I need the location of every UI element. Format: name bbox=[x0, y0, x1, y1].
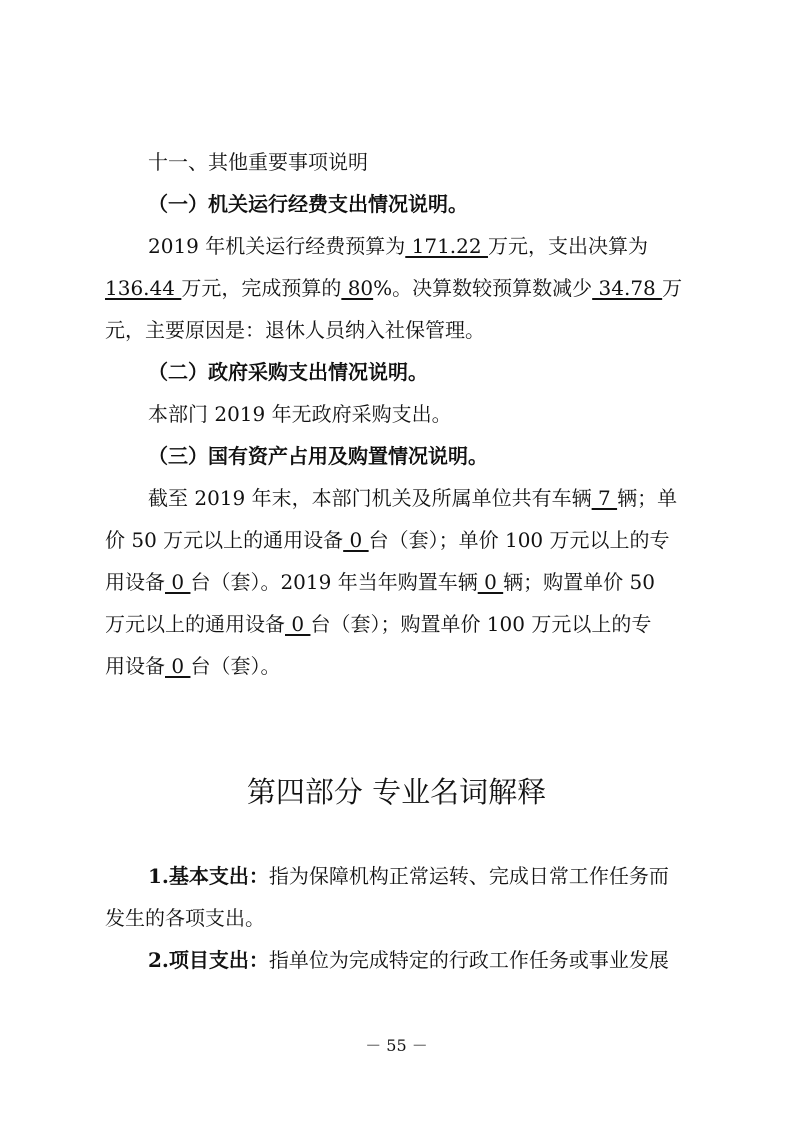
text-span: 台（套）。 bbox=[190, 654, 281, 678]
paragraph-3-line-5 bbox=[105, 652, 695, 680]
term-label: 2.项目支出： bbox=[148, 948, 269, 972]
special-equipment-count: 0 bbox=[165, 570, 191, 594]
text-span: 万元，完成预算的 bbox=[181, 276, 342, 300]
paragraph-3-line-1 bbox=[148, 484, 738, 512]
paragraph-1-line-1 bbox=[148, 232, 738, 260]
text-span: 辆；单 bbox=[617, 486, 678, 510]
actual-value: 136.44 bbox=[105, 276, 182, 300]
text-span: 用设备 bbox=[105, 654, 165, 678]
text-span: 万元以上的通用设备 bbox=[105, 612, 285, 636]
term-2-line-1 bbox=[148, 946, 738, 974]
term-label: 1.基本支出： bbox=[148, 864, 269, 888]
paragraph-1-line-3: 元，主要原因是：退休人员纳入社保管理。 bbox=[105, 318, 485, 342]
section-title: 十一、其他重要事项说明 bbox=[148, 150, 368, 174]
text-span: 辆；购置单价 50 bbox=[503, 570, 655, 594]
term-definition: 指单位为完成特定的行政工作任务或事业发展 bbox=[268, 948, 669, 972]
text-span: 台（套）；单价 100 万元以上的专 bbox=[368, 528, 670, 552]
paragraph-3-line-3 bbox=[105, 568, 695, 596]
part-4-title: 第四部分 专业名词解释 bbox=[246, 775, 547, 809]
paragraph-3-line-2 bbox=[105, 526, 695, 554]
purchased-special-equipment-count: 0 bbox=[165, 654, 191, 678]
subsection-3-title: （三）国有资产占用及购置情况说明。 bbox=[148, 444, 488, 468]
paragraph-3-line-4 bbox=[105, 610, 695, 638]
term-definition: 指为保障机构正常运转、完成日常工作任务而 bbox=[268, 864, 669, 888]
text-span: 2019 年机关运行经费预算为 bbox=[148, 234, 406, 258]
paragraph-2: 本部门 2019 年无政府采购支出。 bbox=[148, 402, 452, 426]
text-span: 台（套）。2019 年当年购置车辆 bbox=[190, 570, 478, 594]
text-span: %。决算数较预算数减少 bbox=[373, 276, 593, 300]
text-span: 截至 2019 年末，本部门机关及所属单位共有车辆 bbox=[148, 486, 592, 510]
text-span: 台（套）；购置单价 100 万元以上的专 bbox=[310, 612, 652, 636]
general-equipment-count: 0 bbox=[343, 528, 369, 552]
decrease-value: 34.78 bbox=[592, 276, 663, 300]
text-span: 用设备 bbox=[105, 570, 165, 594]
term-1-line-2: 发生的各项支出。 bbox=[105, 906, 265, 930]
subsection-1-title: （一）机关运行经费支出情况说明。 bbox=[148, 192, 468, 216]
text-span: 价 50 万元以上的通用设备 bbox=[105, 528, 344, 552]
subsection-2-title: （二）政府采购支出情况说明。 bbox=[148, 360, 428, 384]
purchased-vehicle-count: 0 bbox=[477, 570, 504, 594]
term-1-line-1 bbox=[148, 862, 738, 890]
paragraph-1-line-2 bbox=[105, 274, 695, 302]
purchased-general-equipment-count: 0 bbox=[285, 612, 311, 636]
text-span: 万元，支出决算为 bbox=[487, 234, 648, 258]
vehicle-count: 7 bbox=[591, 486, 618, 510]
percent-value: 80 bbox=[341, 276, 374, 300]
page-number: － 55 － bbox=[365, 1036, 428, 1055]
text-span: 万 bbox=[662, 276, 683, 300]
budget-value: 171.22 bbox=[405, 234, 488, 258]
